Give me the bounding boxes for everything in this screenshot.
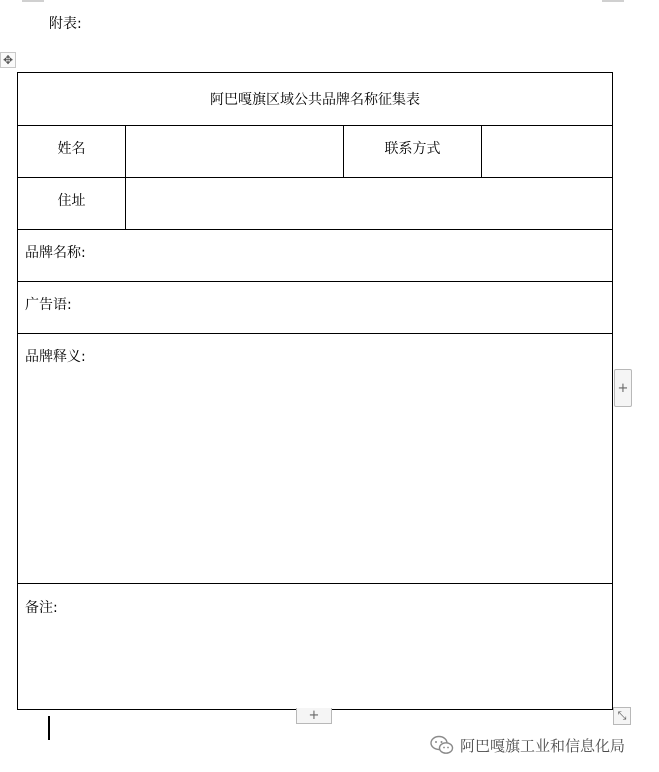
table-resize-handle-icon[interactable]: ⤡ — [613, 707, 631, 725]
contact-label: 联系方式 — [344, 126, 482, 178]
watermark — [430, 733, 625, 757]
brand-meaning-label: 品牌释义: — [25, 349, 86, 365]
watermark-text: 阿巴嘎旗工业和信息化局 — [460, 736, 626, 755]
form-title: 阿巴嘎旗区域公共品牌名称征集表 — [18, 73, 613, 126]
notes-cell[interactable] — [18, 584, 613, 710]
brand-name-collection-table — [17, 72, 613, 710]
slogan-label: 广告语: — [25, 297, 72, 313]
attachment-label: 附表: — [49, 16, 82, 32]
address-value-cell[interactable] — [126, 178, 613, 230]
wechat-icon — [430, 735, 454, 755]
contact-value-cell[interactable] — [482, 126, 613, 178]
add-row-button[interactable]: + — [296, 708, 332, 724]
name-label: 姓名 — [18, 126, 126, 178]
slogan-cell[interactable] — [18, 282, 613, 334]
brand-meaning-cell[interactable] — [18, 334, 613, 584]
brand-name-cell[interactable] — [18, 230, 613, 282]
notes-label: 备注: — [25, 600, 58, 616]
brand-name-label: 品牌名称: — [25, 245, 86, 261]
table-move-handle-icon[interactable]: ✥ — [0, 52, 16, 68]
name-value-cell[interactable] — [126, 126, 344, 178]
text-cursor — [48, 716, 50, 740]
page-corner-mark-left — [22, 0, 44, 2]
page-corner-mark-right — [602, 0, 624, 2]
address-label: 住址 — [18, 178, 126, 230]
add-column-button[interactable]: + — [614, 369, 632, 407]
